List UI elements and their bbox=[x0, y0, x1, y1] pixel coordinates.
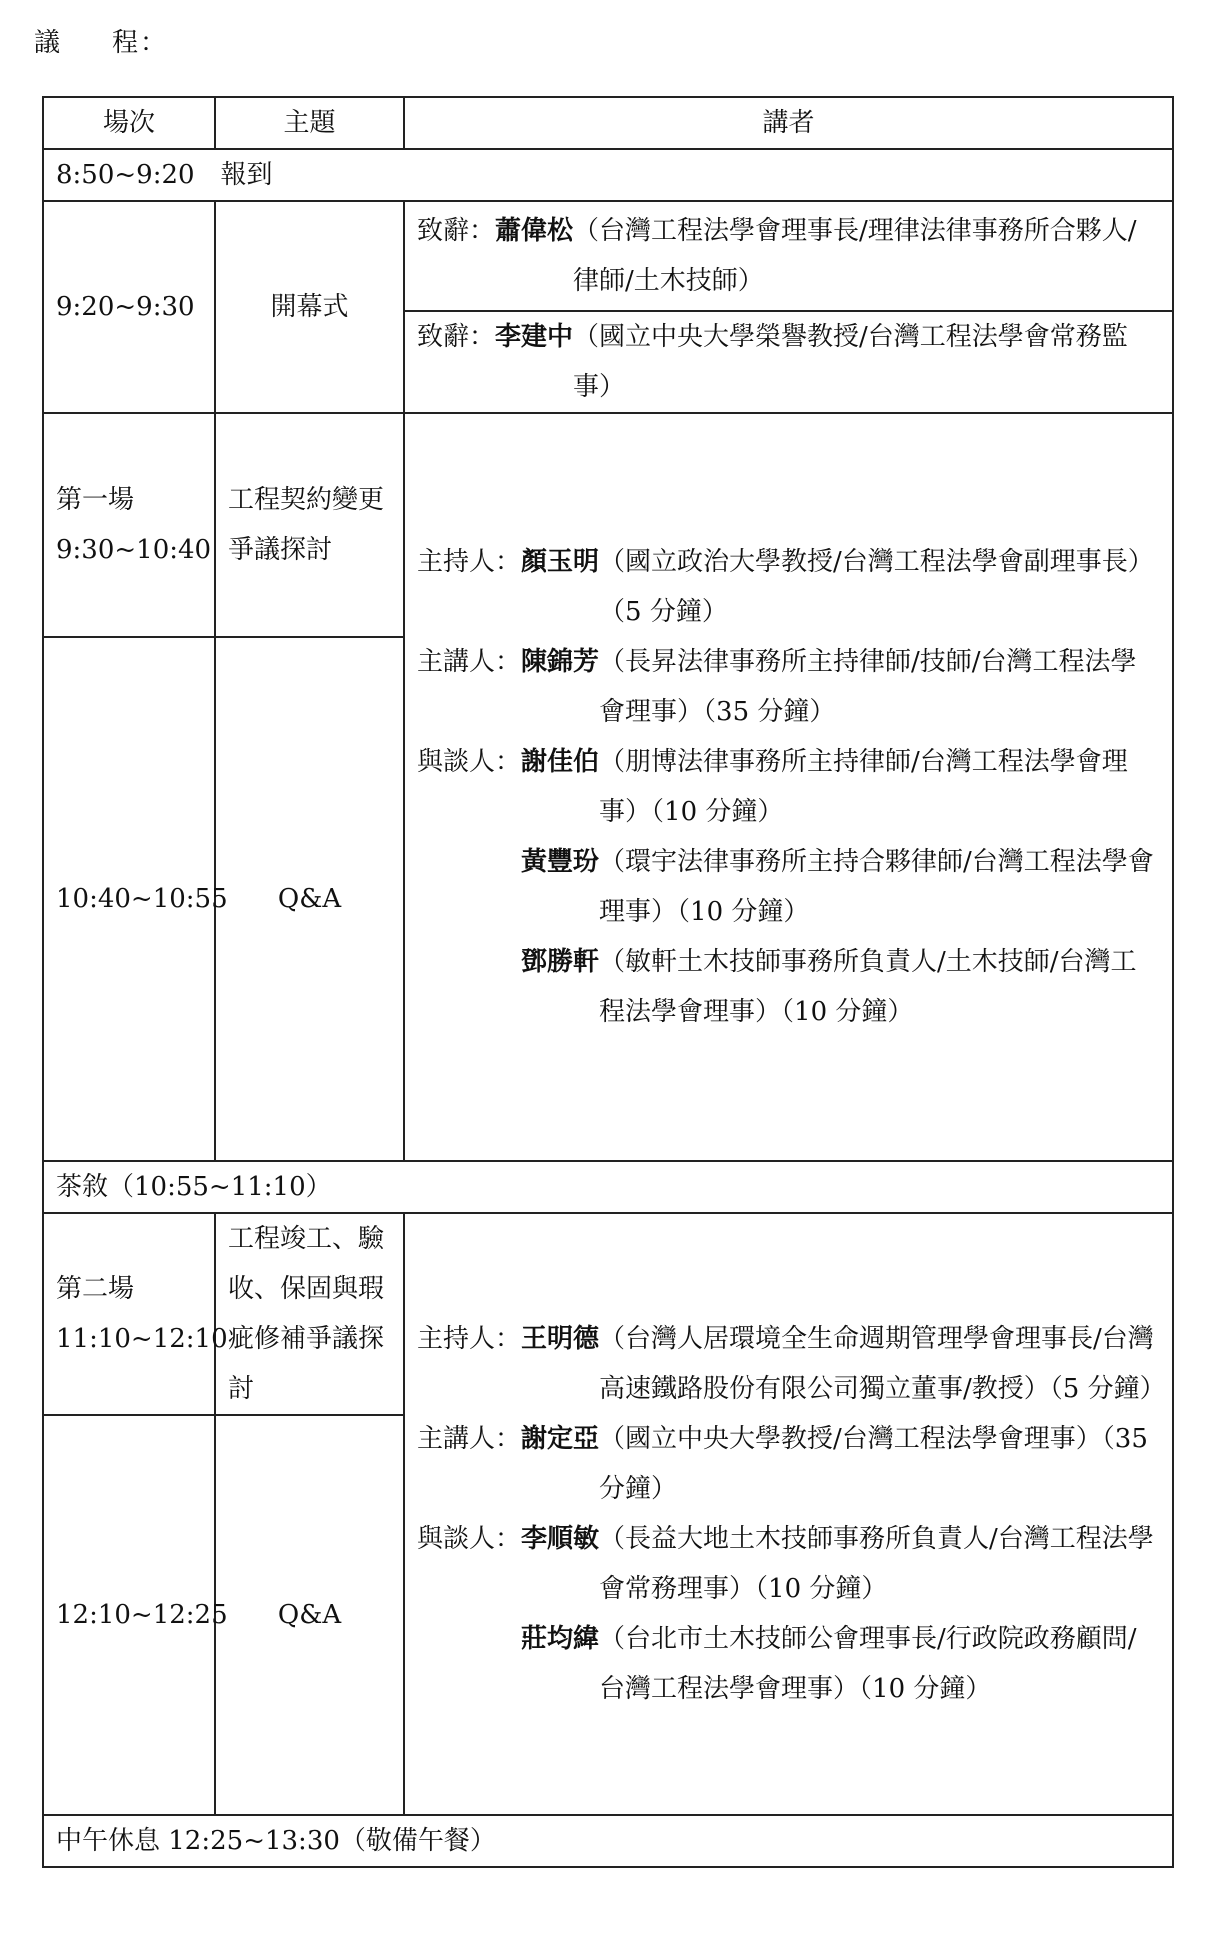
speaker-name: 蕭偉松 bbox=[495, 216, 574, 246]
speaker-entry bbox=[417, 1314, 1166, 1414]
speaker-entry bbox=[417, 1414, 1160, 1514]
speaker-desc: （敏軒土木技師事務所負責人/土木技師/台灣工程法學會理事）（10 分鐘） bbox=[599, 947, 1137, 1027]
opening-speech-2 bbox=[404, 311, 1173, 413]
speaker-entry bbox=[417, 1514, 1160, 1614]
tea-break-row bbox=[43, 1161, 1173, 1213]
session2-cell bbox=[43, 1213, 228, 1415]
speaker-role: 主持人： bbox=[417, 1324, 522, 1354]
lunch: 中午休息 12:25~13:30（敬備午餐） bbox=[43, 1815, 1173, 1867]
registration: 8:50~9:20 報到 bbox=[43, 149, 1173, 201]
session1-label: 第一場 bbox=[56, 485, 135, 515]
page-title bbox=[34, 22, 168, 59]
header-speaker: 講者 bbox=[404, 97, 1173, 149]
page-title-left: 議 bbox=[34, 28, 63, 58]
session2-label: 第二場 bbox=[56, 1274, 135, 1304]
speaker-name: 黃豐玢 bbox=[521, 847, 600, 877]
speaker-desc: （國立政治大學教授/台灣工程法學會副理事長）（5 分鐘） bbox=[599, 547, 1154, 627]
speaker-entry bbox=[417, 737, 1160, 837]
opening-topic: 開幕式 bbox=[215, 201, 404, 413]
speaker-desc: （環宇法律事務所主持合夥律師/台灣工程法學會理事）（10 分鐘） bbox=[599, 847, 1154, 927]
session1-row bbox=[43, 413, 1173, 637]
tea-break: 茶敘（10:55~11:10） bbox=[43, 1161, 1173, 1213]
speaker-role: 與談人： bbox=[417, 1524, 522, 1554]
header-row bbox=[43, 97, 1173, 149]
speaker-name: 謝佳伯 bbox=[521, 747, 600, 777]
session1-cell bbox=[43, 413, 215, 637]
speaker-role: 致辭： bbox=[417, 216, 496, 246]
speaker-name: 王明德 bbox=[521, 1324, 600, 1354]
speaker-role: 主講人： bbox=[417, 647, 522, 677]
speaker-entry bbox=[417, 537, 1160, 637]
speaker-entry bbox=[417, 637, 1160, 737]
speaker-desc: （國立中央大學教授/台灣工程法學會理事）（35 分鐘） bbox=[599, 1424, 1148, 1504]
speaker-name: 李建中 bbox=[495, 322, 574, 352]
header-topic: 主題 bbox=[215, 97, 404, 149]
session2-qa-label: Q&A bbox=[215, 1415, 404, 1815]
speaker-entry bbox=[417, 206, 1160, 306]
speaker-role: 主持人： bbox=[417, 547, 522, 577]
speaker-desc: （長益大地土木技師事務所負責人/台灣工程法學會常務理事）（10 分鐘） bbox=[599, 1524, 1154, 1604]
session2-row bbox=[43, 1213, 1173, 1415]
speaker-name: 陳錦芳 bbox=[521, 647, 600, 677]
lunch-row bbox=[43, 1815, 1173, 1867]
opening-row-1 bbox=[43, 201, 1173, 311]
speaker-desc: （台北市土木技師公會理事長/行政院政務顧問/台灣工程法學會理事）（10 分鐘） bbox=[599, 1624, 1137, 1704]
opening-speech-1 bbox=[404, 201, 1173, 311]
speaker-desc: （朋博法律事務所主持律師/台灣工程法學會理事）（10 分鐘） bbox=[599, 747, 1128, 827]
speaker-entry bbox=[417, 1614, 1160, 1714]
speaker-entry bbox=[417, 312, 1160, 412]
speaker-entry bbox=[417, 837, 1160, 937]
speaker-role: 主講人： bbox=[417, 1424, 522, 1454]
session1-speakers bbox=[404, 413, 1173, 1161]
speaker-desc: （台灣工程法學會理事長/理律法律事務所合夥人/律師/土木技師） bbox=[573, 216, 1137, 296]
speaker-desc: （長昇法律事務所主持律師/技師/台灣工程法學會理事）（35 分鐘） bbox=[599, 647, 1137, 727]
session2-qa-time: 12:10~12:25 bbox=[43, 1415, 215, 1815]
opening-time: 9:20~9:30 bbox=[43, 201, 215, 413]
session1-topic: 工程契約變更爭議探討 bbox=[215, 413, 404, 637]
speaker-desc: （台灣人居環境全生命週期管理學會理事長/台灣高速鐵路股份有限公司獨立董事/教授）（5 分鐘） bbox=[599, 1324, 1166, 1404]
registration-row bbox=[43, 149, 1173, 201]
header-session: 場次 bbox=[43, 97, 215, 149]
agenda-table bbox=[42, 96, 1174, 1868]
speaker-desc: （國立中央大學榮譽教授/台灣工程法學會常務監事） bbox=[573, 322, 1128, 402]
speaker-name: 謝定亞 bbox=[521, 1424, 600, 1454]
session1-qa-label: Q&A bbox=[215, 637, 404, 1161]
speaker-role: 致辭： bbox=[417, 322, 496, 352]
session1-time: 9:30~10:40 bbox=[56, 535, 212, 565]
speaker-name: 鄧勝軒 bbox=[521, 947, 600, 977]
speaker-name: 顏玉明 bbox=[521, 547, 600, 577]
session2-time: 11:10~12:10 bbox=[56, 1324, 228, 1354]
speaker-role: 與談人： bbox=[417, 747, 522, 777]
session1-qa-time: 10:40~10:55 bbox=[43, 637, 215, 1161]
session2-speakers bbox=[404, 1213, 1173, 1815]
session2-topic: 工程竣工、驗收、保固與瑕疵修補爭議探討 bbox=[215, 1213, 404, 1415]
speaker-name: 李順敏 bbox=[521, 1524, 600, 1554]
speaker-entry bbox=[417, 937, 1160, 1037]
page-title-right: 程： bbox=[112, 28, 169, 58]
speaker-name: 莊均緯 bbox=[521, 1624, 600, 1654]
